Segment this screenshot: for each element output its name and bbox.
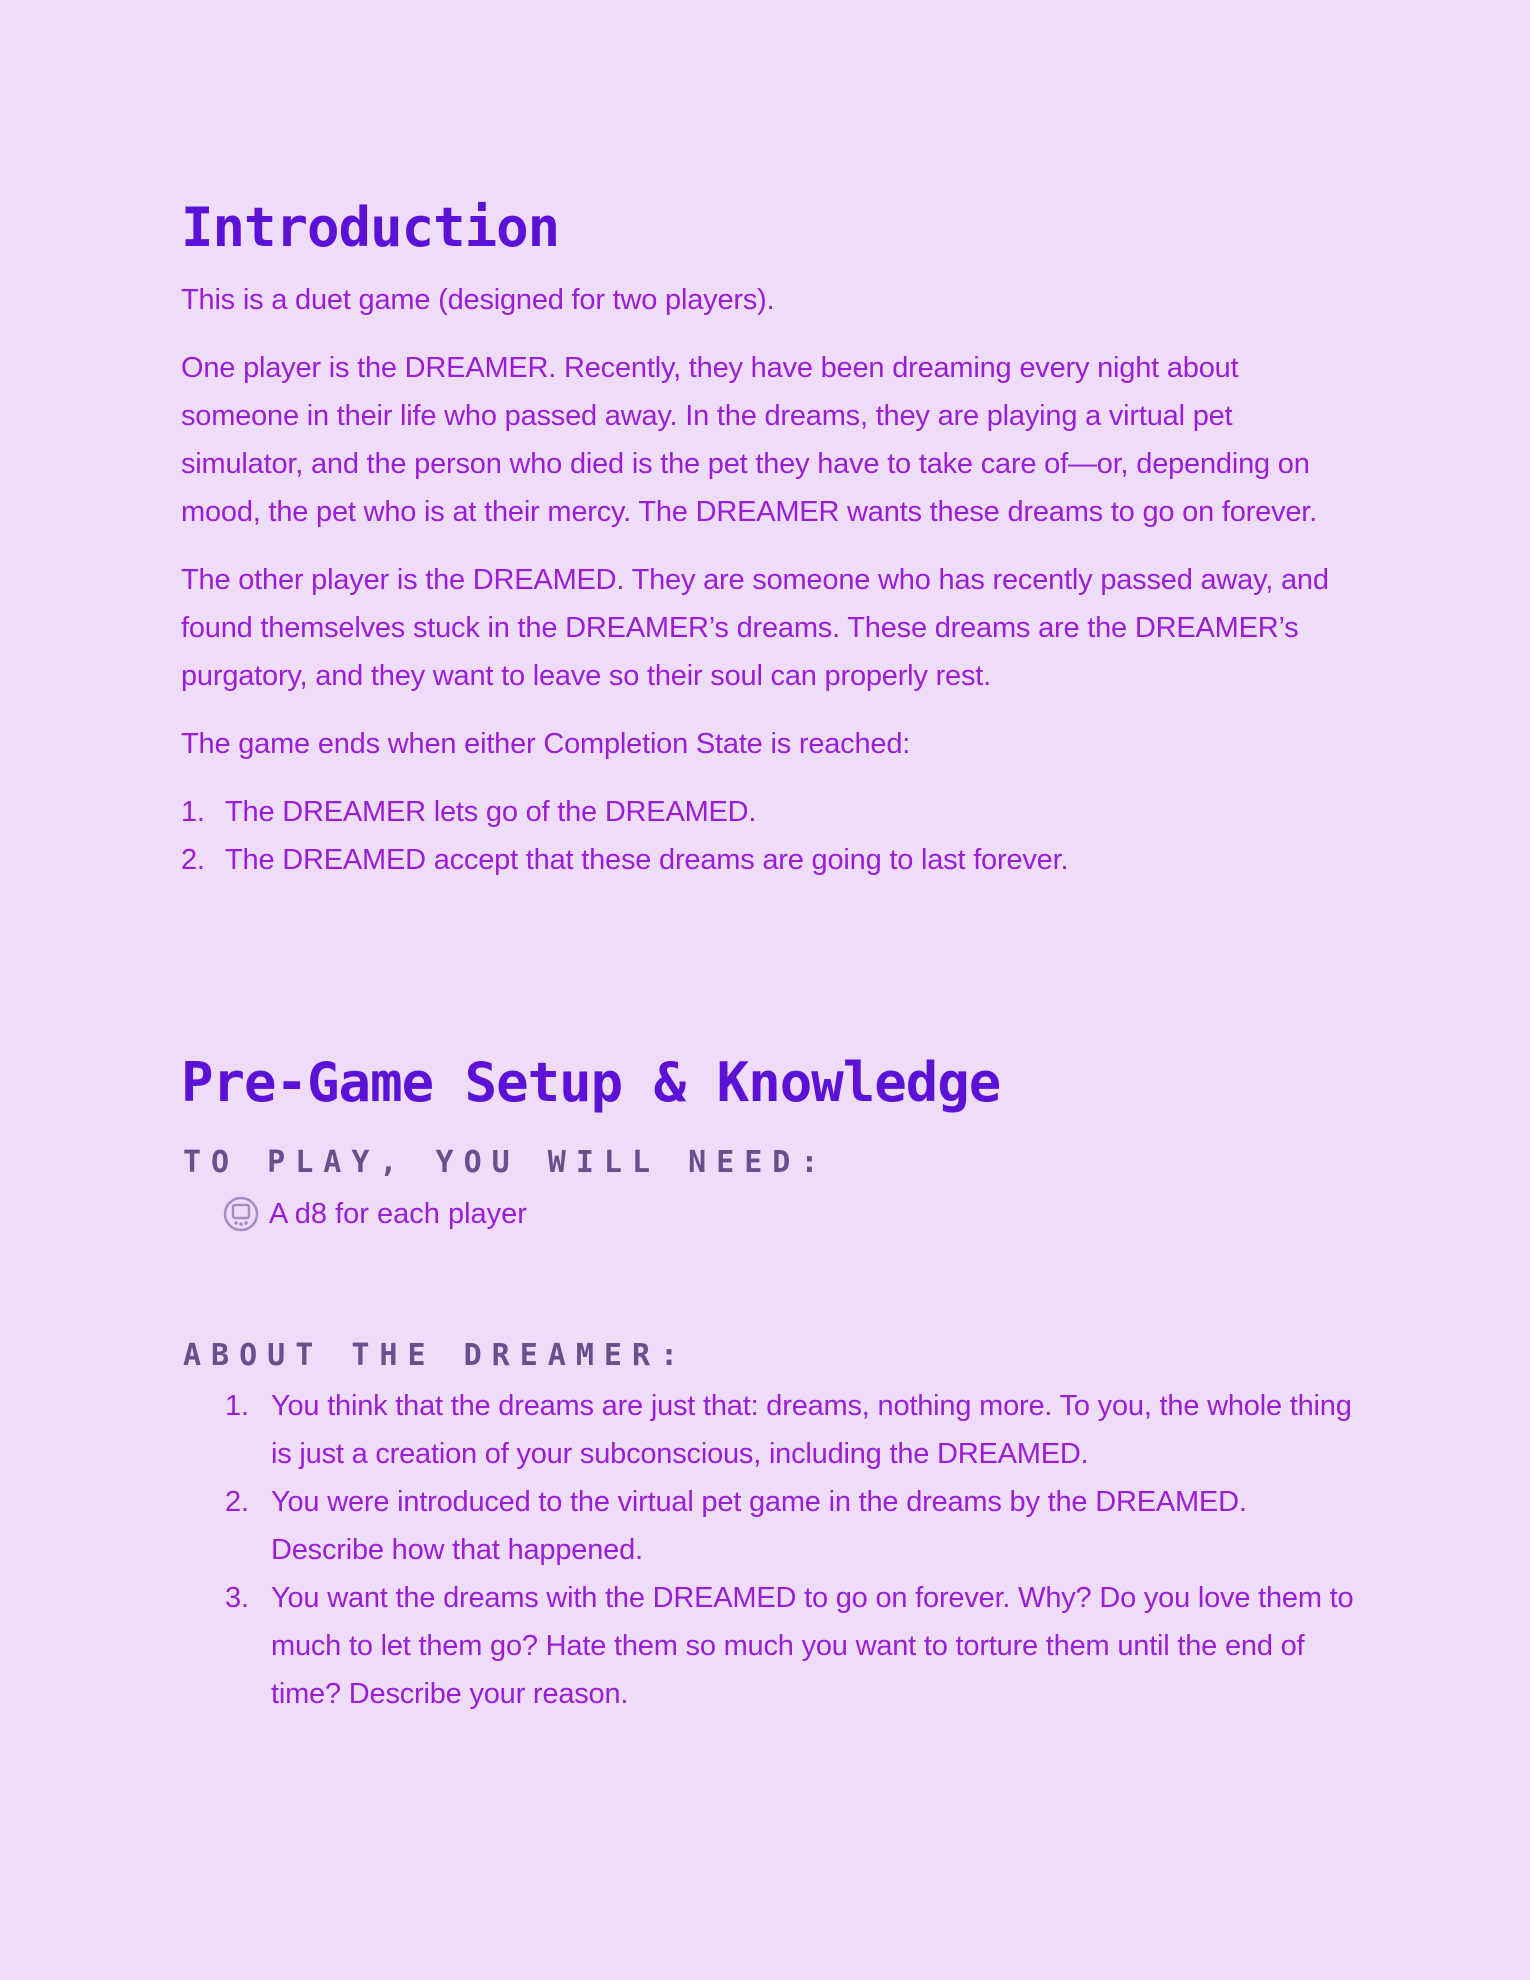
list-text: You were introduced to the virtual pet game in the dreams by the DREAMED. Describe how that happened.: [271, 1486, 1247, 1566]
list-item: [181, 788, 1341, 836]
list-text: You think that the dreams are just that: dreams, nothing more. To you, the whole thing is just a creation of your subconscious, including the DREAMED.: [271, 1390, 1352, 1470]
introduction-body: [181, 276, 1341, 884]
virtual-pet-device-icon: [223, 1196, 259, 1232]
list-number: 2.: [225, 1486, 249, 1518]
list-item: [225, 1382, 1355, 1478]
intro-paragraph-1: This is a duet game (designed for two players).: [181, 284, 775, 316]
intro-paragraph-2: One player is the DREAMER. Recently, they have been dreaming every night about someone in their life who passed away. In the dreams, they are playing a virtual pet simulator, and the person who died is the pet they have to take care of—or, depending on mood, the pet who is at their mercy. The DREAMER wants these dreams to go on forever.: [181, 352, 1318, 528]
list-item: [225, 1574, 1355, 1718]
need-subheading: TO PLAY, YOU WILL NEED:: [183, 1145, 829, 1180]
about-dreamer-list: [225, 1382, 1355, 1718]
list-number: 2.: [181, 844, 205, 876]
list-item: [181, 836, 1341, 884]
intro-paragraph-3: The other player is the DREAMED. They are someone who has recently passed away, and found themselves stuck in the DREAMER’s dreams. These dreams are the DREAMER’s purgatory, and they want to leave so their soul can properly rest.: [181, 564, 1329, 692]
completion-states-list: [181, 788, 1341, 884]
need-list: [223, 1190, 527, 1238]
list-item: [225, 1478, 1355, 1574]
intro-paragraph-4: The game ends when either Completion State is reached:: [181, 728, 911, 760]
need-item-text: A d8 for each player: [269, 1198, 527, 1230]
about-dreamer-subheading: ABOUT THE DREAMER:: [183, 1338, 689, 1373]
list-number: 3.: [225, 1582, 249, 1614]
list-text: You want the dreams with the DREAMED to go on forever. Why? Do you love them to much to let them go? Hate them so much you want to torture them until the end of time? Describe your reason.: [271, 1582, 1354, 1710]
setup-heading: Pre-Game Setup & Knowledge: [181, 1051, 1001, 1114]
introduction-heading: Introduction: [181, 196, 560, 259]
list-number: 1.: [225, 1390, 249, 1422]
list-text: The DREAMED accept that these dreams are going to last forever.: [225, 844, 1069, 876]
list-text: The DREAMER lets go of the DREAMED.: [225, 796, 757, 828]
list-number: 1.: [181, 796, 205, 828]
